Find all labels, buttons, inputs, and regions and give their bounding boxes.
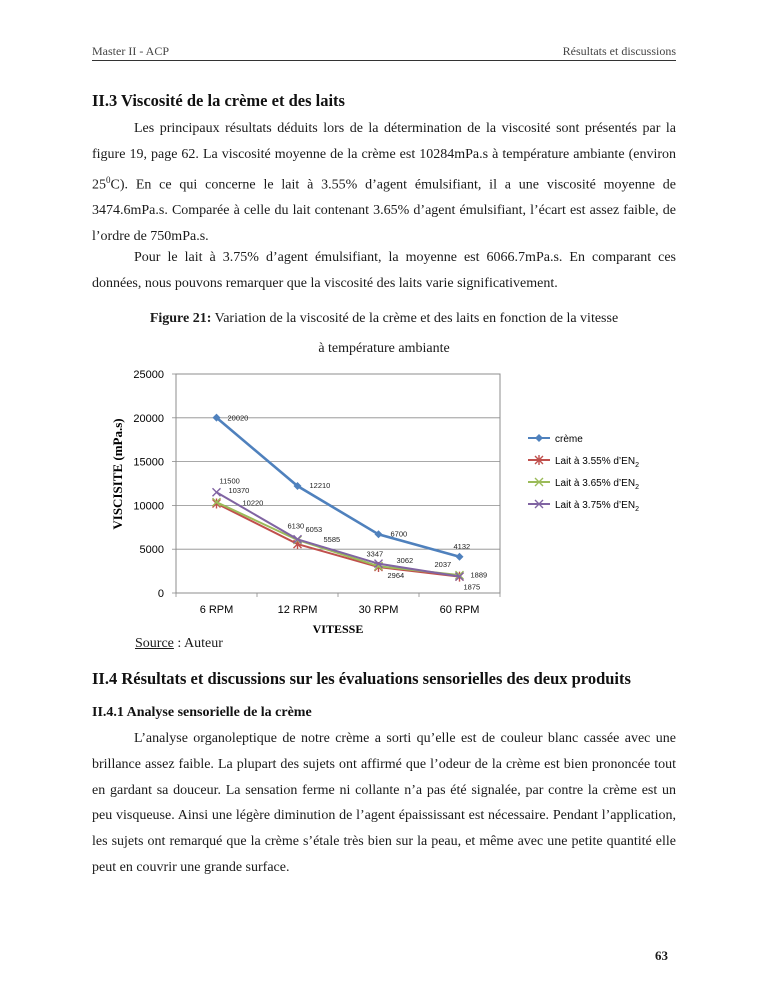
data-label: 12210: [309, 481, 331, 491]
section-title-2-3: II.3 Viscosité de la crème et des laits: [92, 91, 345, 110]
data-label: 6130: [287, 521, 305, 531]
source-label: Source: [135, 636, 174, 651]
figure-source: [135, 636, 223, 652]
legend-entry-name: crème: [555, 434, 583, 445]
chart-legend: [528, 434, 639, 513]
legend-entry-name: Lait à 3.65% d’EN: [555, 478, 636, 489]
data-label: 10370: [228, 486, 250, 496]
legend-entry-subscript: 2: [635, 484, 639, 491]
data-label: 3062: [396, 556, 414, 566]
degree-superscript: 0: [106, 174, 111, 185]
viscosity-chart: [0, 360, 765, 660]
section-title-2-4: II.4 Résultats et discussions sur les évaluations sensorielles des deux produits: [92, 669, 631, 688]
data-label: 6053: [305, 524, 323, 534]
chart-grid: [176, 374, 500, 549]
chart-y-axis-label: VISCISITE (mPa.s): [110, 418, 125, 530]
data-point: [456, 553, 464, 561]
y-tick-label: 0: [157, 588, 164, 600]
x-tick-label: 6 RPM: [199, 604, 234, 616]
data-label: 1875: [463, 582, 481, 592]
x-tick-label: 60 RPM: [439, 604, 480, 616]
y-tick-label: 25000: [133, 369, 164, 381]
legend-entry-name: Lait à 3.55% d’EN: [555, 456, 636, 467]
page-number: 63: [655, 948, 668, 963]
page-header: [92, 42, 676, 61]
x-tick-label: 12 RPM: [277, 604, 318, 616]
x-tick-label: 30 RPM: [358, 604, 399, 616]
paragraph-viscosity-1-b: C). En ce qui concerne le lait à 3.55% d’agent émulsifiant, il a une viscosité moyenne de 3474.6mPa.s. Comparée à celle du lait contenant 3.65% d’agent émulsifiant, l’écart est assez faible, de l’ordre de 750mPa.s.: [92, 177, 676, 244]
y-tick-label: 20000: [133, 412, 164, 425]
data-point: [213, 488, 221, 496]
source-text: : Auteur: [173, 636, 223, 651]
data-label: 6700: [390, 529, 408, 539]
legend-entry: [555, 456, 639, 469]
legend-entry: [555, 500, 639, 513]
legend-entry-subscript: 2: [635, 462, 639, 469]
chart-data-labels: [220, 414, 488, 592]
paragraph-viscosity-1-a: Les principaux résultats déduits lors de la détermination de la viscosité sont présentés par la figure 19, page 62. La viscosité moyenne de la crème est 10284mPa.s à température ambiante (environ 25: [92, 121, 676, 193]
legend-entry: [555, 478, 639, 491]
paragraph-viscosity-2: Pour le lait à 3.75% d’agent émulsifiant, la moyenne est 6066.7mPa.s. En comparant ces données, nous pouvons remarquer que la viscosité des laits varie significativement.: [92, 250, 676, 291]
figure-caption: [92, 311, 676, 327]
legend-marker: [535, 434, 543, 442]
legend-entry-name: Lait à 3.75% d’EN: [555, 500, 636, 511]
y-tick-label: 5000: [139, 544, 164, 557]
data-label: 20020: [227, 413, 249, 423]
data-label: 10220: [242, 498, 264, 508]
data-label: 3347: [366, 549, 384, 559]
figure-label: Figure 21:: [149, 311, 212, 326]
header-right: Résultats et discussions: [562, 44, 676, 58]
y-tick-label: 15000: [133, 456, 164, 469]
chart-axes: [133, 369, 500, 616]
subsection-title-2-4-1: II.4.1 Analyse sensorielle de la crème: [92, 705, 312, 720]
legend-entry-subscript: 2: [635, 506, 639, 513]
y-tick-label: 10000: [133, 500, 164, 513]
figure-caption-line1: Variation de la viscosité de la crème et des laits en fonction de la vitesse: [211, 311, 619, 326]
data-label: 2037: [434, 560, 452, 570]
header-left: Master II - ACP: [92, 44, 169, 58]
data-label: 1889: [470, 570, 488, 580]
data-label: 2964: [387, 571, 405, 581]
data-label: 5585: [323, 535, 341, 545]
data-label: 11500: [219, 476, 240, 486]
paragraph-sensory-analysis: L’analyse organoleptique de notre crème a sorti qu’elle est de couleur blanc cassée avec une brillance assez faible. La plupart des sujets ont affirmé que l’odeur de la crème est bien prononcée tout en gardant sa douceur. La sensation ferme ni collante n’a pas été signalée, par contre la crème est un peu visqueuse. Ainsi une légère diminution de l’agent épaississant est nécessaire. Pendant l’application, les sujets ont remarqué que la crème s’étale très bien sur la peau, et même avec une petite quantité elle peut en couvrir une grande surface.: [92, 731, 676, 875]
figure-caption-line2: à température ambiante: [318, 341, 450, 356]
legend-entry: [555, 434, 583, 445]
data-label: 4132: [453, 541, 471, 551]
chart-x-axis-label: VITESSE: [312, 622, 364, 636]
paragraph-viscosity-1: [92, 116, 676, 250]
